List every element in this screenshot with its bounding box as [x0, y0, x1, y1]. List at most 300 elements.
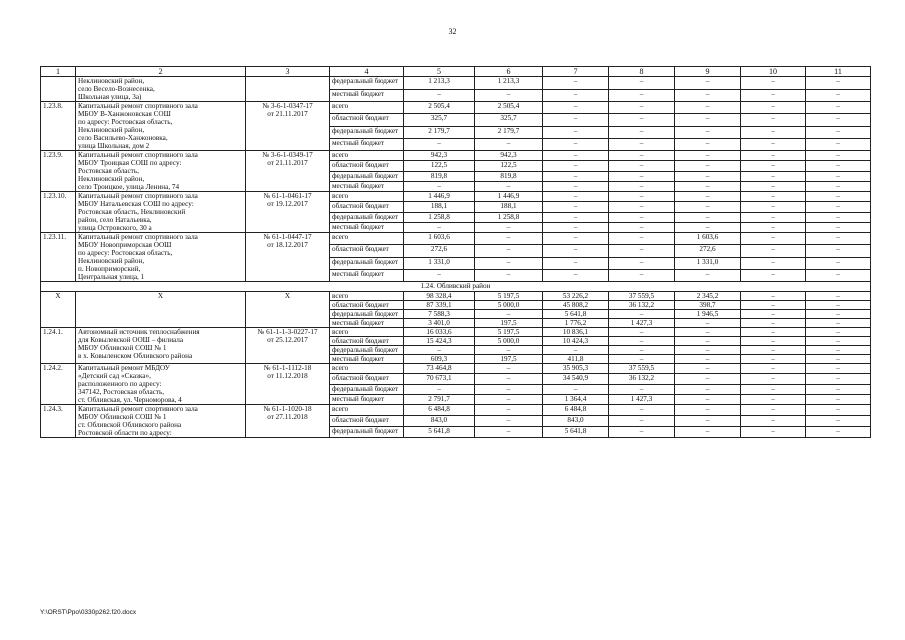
amount-cell: 1 258,8 — [404, 212, 475, 222]
amount-cell: – — [609, 77, 675, 90]
amount-cell: – — [741, 394, 806, 404]
amount-cell: – — [675, 364, 741, 374]
funding-source: федеральный бюджет — [330, 77, 404, 90]
amount-cell: – — [543, 89, 609, 102]
amount-cell: – — [609, 171, 675, 181]
amount-cell: – — [741, 151, 806, 161]
amount-cell: – — [675, 202, 741, 212]
amount-cell: – — [475, 416, 543, 427]
amount-cell: – — [741, 89, 806, 102]
amount-cell: – — [741, 171, 806, 181]
amount-cell: 1 446,9 — [404, 192, 475, 202]
amount-cell: 325,7 — [404, 114, 475, 126]
amount-cell: – — [675, 405, 741, 416]
amount-cell: – — [741, 269, 806, 281]
amount-cell: – — [806, 114, 871, 126]
amount-cell: – — [806, 374, 871, 384]
amount-cell: 1 331,0 — [675, 257, 741, 269]
amount-cell: 325,7 — [475, 114, 543, 126]
funding-source: местный бюджет — [330, 394, 404, 404]
amount-cell: – — [741, 384, 806, 394]
amount-cell: – — [741, 310, 806, 319]
item-number: 1.23.8. — [41, 102, 76, 151]
amount-cell: 843,0 — [404, 416, 475, 427]
amount-cell: 197,5 — [475, 319, 543, 328]
item-description: Капитальный ремонт МБДОУ «Детский сад «Сказка», расположенного по адресу: 347142, Ростовская область, ст. Обливская, ул. Черноморова, 4 — [76, 364, 246, 405]
amount-cell: 3 401,0 — [404, 319, 475, 328]
amount-cell: – — [475, 405, 543, 416]
item-number: Х — [41, 292, 76, 328]
amount-cell: – — [609, 126, 675, 138]
amount-cell: – — [741, 319, 806, 328]
funding-source: местный бюджет — [330, 355, 404, 364]
amount-cell: – — [543, 114, 609, 126]
amount-cell: – — [806, 364, 871, 374]
document-number: № 3-6-1-0349-17 от 21.11.2017 — [246, 151, 330, 192]
amount-cell: – — [609, 427, 675, 438]
funding-source: областной бюджет — [330, 202, 404, 212]
amount-cell: – — [404, 222, 475, 232]
amount-cell: – — [475, 245, 543, 257]
amount-cell: – — [741, 102, 806, 114]
amount-cell: – — [543, 245, 609, 257]
page-number: 32 — [448, 27, 457, 36]
amount-cell: 1 946,5 — [675, 310, 741, 319]
item-description: Капитальный ремонт спортивного зала МБОУ Новоприморская ООШ по адресу: Ростовская область, Неклиновский район, п. Новоприморский, Центральная улица, 1 — [76, 233, 246, 282]
amount-cell: – — [609, 192, 675, 202]
amount-cell: – — [675, 138, 741, 150]
amount-cell: – — [741, 364, 806, 374]
amount-cell: 197,5 — [475, 355, 543, 364]
amount-cell: – — [675, 328, 741, 337]
amount-cell: 1 427,3 — [609, 319, 675, 328]
amount-cell: – — [475, 233, 543, 245]
amount-cell: – — [806, 427, 871, 438]
amount-cell: 5 000,0 — [475, 301, 543, 310]
item-description: Капитальный ремонт спортивного зала МБОУ Натальевская СОШ по адресу: Ростовская область, Неклиновский район, село Натальевка, улица Островского, 30 а — [76, 192, 246, 233]
amount-cell: – — [404, 89, 475, 102]
amount-cell: – — [675, 319, 741, 328]
amount-cell: – — [475, 364, 543, 374]
amount-cell: 942,3 — [475, 151, 543, 161]
amount-cell: – — [609, 346, 675, 355]
funding-source: всего — [330, 328, 404, 337]
amount-cell: – — [475, 310, 543, 319]
amount-cell: – — [543, 102, 609, 114]
amount-cell: – — [475, 181, 543, 191]
item-description: Капитальный ремонт спортивного зала МБОУ В-Ханжоновская СОШ по адресу: Ростовская область, Неклиновский район, село Васильево-Ханжоновка, улица Школьная, дом 2 — [76, 102, 246, 151]
amount-cell: 5 000,0 — [475, 337, 543, 346]
item-number: 1.24.3. — [41, 405, 76, 438]
amount-cell: 35 905,3 — [543, 364, 609, 374]
amount-cell: – — [675, 192, 741, 202]
column-number: 9 — [675, 67, 741, 77]
amount-cell: – — [675, 171, 741, 181]
amount-cell: – — [806, 245, 871, 257]
column-number: 3 — [246, 67, 330, 77]
amount-cell: – — [741, 292, 806, 301]
funding-source: областной бюджет — [330, 374, 404, 384]
funding-source: федеральный бюджет — [330, 427, 404, 438]
amount-cell: 411,8 — [543, 355, 609, 364]
amount-cell: – — [741, 416, 806, 427]
amount-cell: – — [543, 202, 609, 212]
funding-source: областной бюджет — [330, 301, 404, 310]
amount-cell: – — [609, 89, 675, 102]
amount-cell: 819,8 — [475, 171, 543, 181]
amount-cell: – — [543, 346, 609, 355]
amount-cell: – — [741, 212, 806, 222]
amount-cell: – — [675, 337, 741, 346]
amount-cell: – — [806, 212, 871, 222]
amount-cell: 98 328,4 — [404, 292, 475, 301]
amount-cell: – — [806, 171, 871, 181]
amount-cell: – — [741, 126, 806, 138]
table-row — [41, 405, 871, 416]
amount-cell: – — [543, 138, 609, 150]
amount-cell: – — [609, 233, 675, 245]
amount-cell: – — [675, 114, 741, 126]
amount-cell: 1 213,3 — [475, 77, 543, 90]
amount-cell: – — [543, 257, 609, 269]
item-description: Капитальный ремонт спортивного зала МБОУ Обливской СОШ № 1 ст. Обливской Обливского района Ростовской области по адресу: — [76, 405, 246, 438]
amount-cell: – — [806, 328, 871, 337]
amount-cell: – — [806, 416, 871, 427]
amount-cell: 1 603,6 — [404, 233, 475, 245]
document-number: № 61-1-1020-18 от 27.11.2018 — [246, 405, 330, 438]
amount-cell: – — [741, 301, 806, 310]
amount-cell: – — [675, 222, 741, 232]
financing-table — [40, 66, 871, 438]
amount-cell: 2 791,7 — [404, 394, 475, 404]
table-row — [41, 77, 871, 90]
amount-cell: – — [609, 257, 675, 269]
amount-cell: 122,5 — [404, 161, 475, 171]
amount-cell: – — [543, 151, 609, 161]
funding-source: всего — [330, 151, 404, 161]
amount-cell: 7 588,3 — [404, 310, 475, 319]
amount-cell: – — [806, 222, 871, 232]
amount-cell: – — [543, 233, 609, 245]
amount-cell: – — [675, 394, 741, 404]
amount-cell: – — [741, 405, 806, 416]
amount-cell: – — [806, 394, 871, 404]
item-description: Х — [76, 292, 246, 328]
amount-cell: – — [806, 138, 871, 150]
amount-cell: – — [543, 384, 609, 394]
column-number: 8 — [609, 67, 675, 77]
amount-cell: 10 836,1 — [543, 328, 609, 337]
amount-cell: 10 424,3 — [543, 337, 609, 346]
funding-source: местный бюджет — [330, 181, 404, 191]
amount-cell: 34 540,9 — [543, 374, 609, 384]
amount-cell: – — [806, 89, 871, 102]
amount-cell: – — [741, 138, 806, 150]
amount-cell: 73 464,8 — [404, 364, 475, 374]
amount-cell: – — [404, 346, 475, 355]
item-number: 1.24.1. — [41, 328, 76, 364]
amount-cell: 45 808,2 — [543, 301, 609, 310]
amount-cell: 1 776,2 — [543, 319, 609, 328]
column-number: 1 — [41, 67, 76, 77]
amount-cell: 2 179,7 — [404, 126, 475, 138]
column-number: 6 — [475, 67, 543, 77]
amount-cell: 609,3 — [404, 355, 475, 364]
amount-cell: 272,6 — [404, 245, 475, 257]
amount-cell: – — [609, 138, 675, 150]
amount-cell: 87 339,1 — [404, 301, 475, 310]
item-description: Неклиновский район, село Весело-Вознесенка, Школьная улица, 3а) — [76, 77, 246, 102]
amount-cell: – — [675, 212, 741, 222]
amount-cell: – — [609, 337, 675, 346]
section-row — [41, 282, 871, 292]
amount-cell: – — [475, 394, 543, 404]
amount-cell: – — [475, 222, 543, 232]
amount-cell: – — [806, 202, 871, 212]
amount-cell: – — [609, 102, 675, 114]
amount-cell: 1 427,3 — [609, 394, 675, 404]
amount-cell: – — [404, 269, 475, 281]
amount-cell: – — [609, 222, 675, 232]
amount-cell: – — [741, 245, 806, 257]
amount-cell: – — [475, 257, 543, 269]
amount-cell: – — [404, 138, 475, 150]
amount-cell: – — [609, 114, 675, 126]
amount-cell: – — [609, 355, 675, 364]
amount-cell: – — [741, 427, 806, 438]
funding-source: областной бюджет — [330, 416, 404, 427]
amount-cell: 5 197,5 — [475, 328, 543, 337]
funding-source: местный бюджет — [330, 269, 404, 281]
funding-source: областной бюджет — [330, 337, 404, 346]
amount-cell: – — [741, 114, 806, 126]
amount-cell: – — [806, 102, 871, 114]
amount-cell: – — [543, 126, 609, 138]
funding-source: федеральный бюджет — [330, 384, 404, 394]
amount-cell: – — [806, 233, 871, 245]
table-row — [41, 192, 871, 202]
amount-cell: – — [475, 269, 543, 281]
amount-cell: – — [675, 89, 741, 102]
item-number — [41, 77, 76, 102]
amount-cell: 1 364,4 — [543, 394, 609, 404]
amount-cell: – — [675, 161, 741, 171]
item-number: 1.23.9. — [41, 151, 76, 192]
funding-source: федеральный бюджет — [330, 310, 404, 319]
funding-source: федеральный бюджет — [330, 212, 404, 222]
amount-cell: – — [675, 346, 741, 355]
amount-cell: – — [741, 181, 806, 191]
amount-cell: – — [741, 233, 806, 245]
amount-cell: 36 132,2 — [609, 374, 675, 384]
amount-cell: 2 505,4 — [404, 102, 475, 114]
amount-cell: 16 033,6 — [404, 328, 475, 337]
column-number: 4 — [330, 67, 404, 77]
amount-cell: – — [675, 416, 741, 427]
amount-cell: – — [741, 328, 806, 337]
funding-source: областной бюджет — [330, 161, 404, 171]
column-number: 11 — [806, 67, 871, 77]
column-number: 7 — [543, 67, 609, 77]
item-description: Капитальный ремонт спортивного зала МБОУ Троицкая СОШ по адресу: Ростовская область, Неклиновский район, село Троицкое, улица Ленина, 74 — [76, 151, 246, 192]
amount-cell: 37 559,5 — [609, 364, 675, 374]
amount-cell: 37 559,5 — [609, 292, 675, 301]
amount-cell: – — [543, 222, 609, 232]
amount-cell: – — [609, 151, 675, 161]
amount-cell: – — [741, 222, 806, 232]
table-row — [41, 233, 871, 245]
amount-cell: – — [741, 337, 806, 346]
amount-cell: – — [741, 346, 806, 355]
amount-cell: 53 226,2 — [543, 292, 609, 301]
amount-cell: 272,6 — [675, 245, 741, 257]
amount-cell: 819,8 — [404, 171, 475, 181]
amount-cell: – — [741, 192, 806, 202]
amount-cell: – — [675, 151, 741, 161]
amount-cell: – — [741, 161, 806, 171]
amount-cell: – — [741, 355, 806, 364]
document-number: № 61-1-0461-17 от 19.12.2017 — [246, 192, 330, 233]
amount-cell: – — [609, 416, 675, 427]
amount-cell: – — [475, 89, 543, 102]
amount-cell: – — [806, 337, 871, 346]
document-number: № 61-1-0447-17 от 18.12.2017 — [246, 233, 330, 282]
amount-cell: – — [543, 212, 609, 222]
amount-cell: – — [609, 161, 675, 171]
column-number: 5 — [404, 67, 475, 77]
amount-cell: 2 345,2 — [675, 292, 741, 301]
file-path-footer: Y:\ORST\Ppo\0330p262.f20.docx — [40, 609, 137, 616]
amount-cell: 942,3 — [404, 151, 475, 161]
amount-cell: 1 213,3 — [404, 77, 475, 90]
amount-cell: – — [543, 269, 609, 281]
amount-cell: 1 446,9 — [475, 192, 543, 202]
document-number: № 3-6-1-0347-17 от 21.11.2017 — [246, 102, 330, 151]
amount-cell: 6 484,8 — [543, 405, 609, 416]
amount-cell: – — [741, 202, 806, 212]
amount-cell: 5 641,8 — [404, 427, 475, 438]
amount-cell: – — [475, 384, 543, 394]
amount-cell: – — [741, 374, 806, 384]
amount-cell: 398,7 — [675, 301, 741, 310]
amount-cell: – — [806, 77, 871, 90]
amount-cell: – — [806, 269, 871, 281]
column-number: 10 — [741, 67, 806, 77]
amount-cell: – — [806, 292, 871, 301]
funding-source: областной бюджет — [330, 245, 404, 257]
amount-cell: – — [609, 245, 675, 257]
section-title: 1.24. Обливский район — [41, 282, 871, 292]
amount-cell: – — [675, 126, 741, 138]
amount-cell: – — [404, 181, 475, 191]
funding-source: всего — [330, 192, 404, 202]
amount-cell: 6 484,8 — [404, 405, 475, 416]
table-row — [41, 102, 871, 114]
funding-source: всего — [330, 233, 404, 245]
amount-cell: 36 132,2 — [609, 301, 675, 310]
amount-cell: – — [806, 192, 871, 202]
amount-cell: 188,1 — [404, 202, 475, 212]
amount-cell: – — [404, 384, 475, 394]
amount-cell: – — [741, 257, 806, 269]
funding-source: всего — [330, 292, 404, 301]
amount-cell: – — [609, 181, 675, 191]
amount-cell: – — [806, 384, 871, 394]
amount-cell: 1 331,0 — [404, 257, 475, 269]
funding-source: всего — [330, 102, 404, 114]
amount-cell: – — [806, 346, 871, 355]
item-number: 1.23.11. — [41, 233, 76, 282]
amount-cell: 15 424,3 — [404, 337, 475, 346]
table-row — [41, 151, 871, 161]
amount-cell: 5 641,8 — [543, 427, 609, 438]
amount-cell: – — [806, 126, 871, 138]
amount-cell: – — [806, 355, 871, 364]
amount-cell: – — [806, 319, 871, 328]
amount-cell: 843,0 — [543, 416, 609, 427]
table-row — [41, 292, 871, 301]
amount-cell: – — [475, 346, 543, 355]
amount-cell: – — [806, 257, 871, 269]
amount-cell: – — [806, 151, 871, 161]
table-row — [41, 364, 871, 374]
funding-source: всего — [330, 364, 404, 374]
amount-cell: – — [806, 301, 871, 310]
document-number: № 61-1-1112-18 от 11.12.2018 — [246, 364, 330, 405]
amount-cell: 122,5 — [475, 161, 543, 171]
column-number: 2 — [76, 67, 246, 77]
amount-cell: 2 179,7 — [475, 126, 543, 138]
amount-cell: – — [806, 161, 871, 171]
amount-cell: – — [609, 212, 675, 222]
amount-cell: 5 197,5 — [475, 292, 543, 301]
funding-source: всего — [330, 405, 404, 416]
amount-cell: – — [675, 384, 741, 394]
amount-cell: – — [741, 77, 806, 90]
amount-cell: – — [543, 171, 609, 181]
funding-source: федеральный бюджет — [330, 126, 404, 138]
amount-cell: – — [543, 161, 609, 171]
amount-cell: 70 673,1 — [404, 374, 475, 384]
amount-cell: – — [609, 405, 675, 416]
amount-cell: – — [675, 102, 741, 114]
amount-cell: 188,1 — [475, 202, 543, 212]
document-number: № 61-1-1-3-0227-17 от 25.12.2017 — [246, 328, 330, 364]
amount-cell: – — [543, 192, 609, 202]
amount-cell: – — [609, 310, 675, 319]
amount-cell: – — [806, 405, 871, 416]
amount-cell: – — [609, 328, 675, 337]
amount-cell: – — [609, 384, 675, 394]
amount-cell: – — [675, 269, 741, 281]
amount-cell: – — [806, 310, 871, 319]
amount-cell: – — [806, 181, 871, 191]
amount-cell: 5 641,8 — [543, 310, 609, 319]
amount-cell: – — [675, 77, 741, 90]
amount-cell: – — [675, 181, 741, 191]
table-row — [41, 328, 871, 337]
amount-cell: – — [475, 374, 543, 384]
document-number — [246, 77, 330, 102]
funding-source: местный бюджет — [330, 222, 404, 232]
funding-source: местный бюджет — [330, 319, 404, 328]
amount-cell: – — [675, 374, 741, 384]
funding-source: федеральный бюджет — [330, 346, 404, 355]
funding-source: федеральный бюджет — [330, 257, 404, 269]
amount-cell: 2 505,4 — [475, 102, 543, 114]
amount-cell: – — [675, 427, 741, 438]
amount-cell: – — [543, 77, 609, 90]
